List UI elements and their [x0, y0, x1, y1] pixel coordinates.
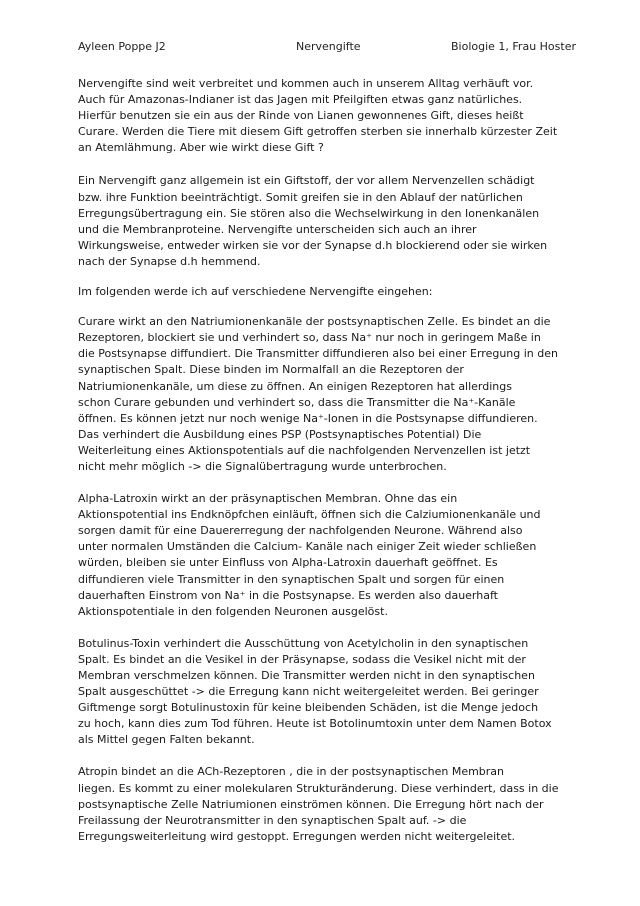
text-line: Das verhindert die Ausbildung eines PSP (Postsynaptisches Potential) Die: [78, 427, 482, 441]
text-line: Atropin bindet an die ACh-Rezeptoren , die in der postsynaptischen Membran: [78, 765, 505, 779]
text-line: nicht mehr möglich -> die Signalübertragung wurde unterbrochen.: [78, 459, 447, 473]
text-line: Botulinus-Toxin verhindert die Ausschüttung von Acetylcholin in den synaptischen: [78, 636, 529, 650]
text-line: Spalt. Es bindet an die Vesikel in der Präsynapse, sodass die Vesikel nicht mit der: [78, 652, 526, 666]
text-line: Hierfür benutzen sie ein aus der Rinde von Lianen gewonnenes Gift, dieses heißt: [78, 109, 524, 123]
header-course: Biologie 1, Frau Hoster: [450, 40, 576, 53]
text-line: Curare wirkt an den Natriumionenkanäle der postsynaptischen Zelle. Es bindet an die: [78, 315, 551, 329]
text-line: Weiterleitung eines Aktionspotentials auf die nachfolgenden Nervenzellen ist jetzt: [78, 443, 531, 457]
text-line: dauerhaften Einstrom von Na⁺ in die Postsynapse. Es werden also dauerhaft: [78, 588, 498, 602]
text-line: Aktionspotentiale in den folgenden Neuronen ausgelöst.: [78, 604, 388, 618]
text-line: synaptischen Spalt. Diese binden im Normalfall an die Rezeptoren der: [78, 363, 464, 377]
text-line: öffnen. Es können jetzt nur noch wenige Na⁺-Ionen in die Postsynapse diffundieren.: [78, 411, 538, 425]
text-line: würden, bleiben sie unter Einfluss von Alpha-Latroxin dauerhaft geöffnet. Es: [78, 556, 498, 570]
text-line: Rezeptoren, blockiert sie und verhindert so, dass Na⁺ nur noch in geringem Maße in: [78, 331, 541, 345]
text-line: Alpha-Latroxin wirkt an der präsynaptischen Membran. Ohne das ein: [78, 492, 458, 506]
text-line: als Mittel gegen Falten bekannt.: [78, 733, 255, 747]
text-line: sorgen damit für eine Dauererregung der nachfolgenden Neurone. Während also: [78, 524, 523, 538]
text-line: zu hoch, kann dies zum Tod führen. Heute ist Botolinumtoxin unter dem Namen Botox: [78, 717, 552, 731]
paragraph: [78, 76, 572, 156]
document-body: [78, 76, 572, 861]
text-line: nach der Synapse d.h hemmend.: [78, 254, 261, 268]
text-line: die Postsynapse diffundiert. Die Transmitter diffundieren also bei einer Erregung in den: [78, 347, 558, 361]
text-line: liegen. Es kommt zu einer molekularen Strukturänderung. Diese verhindert, dass in die: [78, 781, 559, 795]
text-line: Erregungsübertragung ein. Sie stören also die Wechselwirkung in den Ionenkanälen: [78, 206, 540, 220]
text-line: Giftmenge sorgt Botulinustoxin für keine bleibenden Schäden, ist die Menge jedoch: [78, 701, 539, 715]
text-line: bzw. ihre Funktion beeinträchtigt. Somit greifen sie in den Ablauf der natürlichen: [78, 190, 523, 204]
text-line: an Atemlähmung. Aber wie wirkt diese Gift ?: [78, 141, 324, 155]
header-author: Ayleen Poppe J2: [78, 40, 166, 53]
text-line: Wirkungsweise, entweder wirken sie vor der Synapse d.h blockierend oder sie wirken: [78, 238, 548, 252]
paragraph: [78, 636, 572, 749]
text-line: diffundieren viele Transmitter in den synaptischen Spalt und sorgen für einen: [78, 572, 505, 586]
text-line: postsynaptische Zelle Natriumionen einströmen können. Die Erregung hört nach der: [78, 797, 544, 811]
text-line: Curare. Werden die Tiere mit diesem Gift getroffen sterben sie innerhalb kürzester Zeit: [78, 125, 558, 139]
text-line: Natriumionenkanäle, um diese zu öffnen. An einigen Rezeptoren hat allerdings: [78, 379, 512, 393]
paragraph: [78, 491, 572, 620]
text-line: Freilassung der Neurotransmitter in den synaptischen Spalt auf. -> die: [78, 813, 467, 827]
header-title: Nervengifte: [296, 40, 361, 53]
paragraph: [78, 764, 572, 844]
paragraph: [78, 173, 572, 270]
text-line: Membran verschmelzen können. Die Transmitter werden nicht in den synaptischen: [78, 669, 535, 682]
text-line: Nervengifte sind weit verbreitet und kommen auch in unserem Alltag verhäuft vor.: [78, 77, 534, 90]
text-line: Auch für Amazonas-Indianer ist das Jagen mit Pfeilgiften etwas ganz natürliches.: [78, 93, 523, 107]
text-line: unter normalen Umständen die Calcium- Kanäle nach einiger Zeit wieder schließen: [78, 540, 537, 554]
text-line: schon Curare gebunden und verhindert so, dass die Transmitter die Na⁺-Kanäle: [78, 395, 516, 409]
paragraph: [78, 284, 572, 300]
text-line: Aktionspotential ins Endknöpfchen einläuft, öffnen sich die Calziumionenkanäle und: [78, 508, 541, 522]
text-line: Ein Nervengift ganz allgemein ist ein Giftstoff, der vor allem Nervenzellen schädigt: [78, 174, 535, 188]
paragraph: [78, 314, 572, 475]
text-line: Spalt ausgeschüttet -> die Erregung kann nicht weitergeleitet werden. Bei geringer: [78, 685, 539, 699]
text-line: Erregungsweiterleitung wird gestoppt. Erregungen werden nicht weitergeleitet.: [78, 829, 516, 843]
text-line: Im folgenden werde ich auf verschiedene Nervengifte eingehen:: [78, 285, 433, 299]
text-line: und die Membranproteine. Nervengifte unterscheiden sich auch an ihrer: [78, 222, 477, 236]
